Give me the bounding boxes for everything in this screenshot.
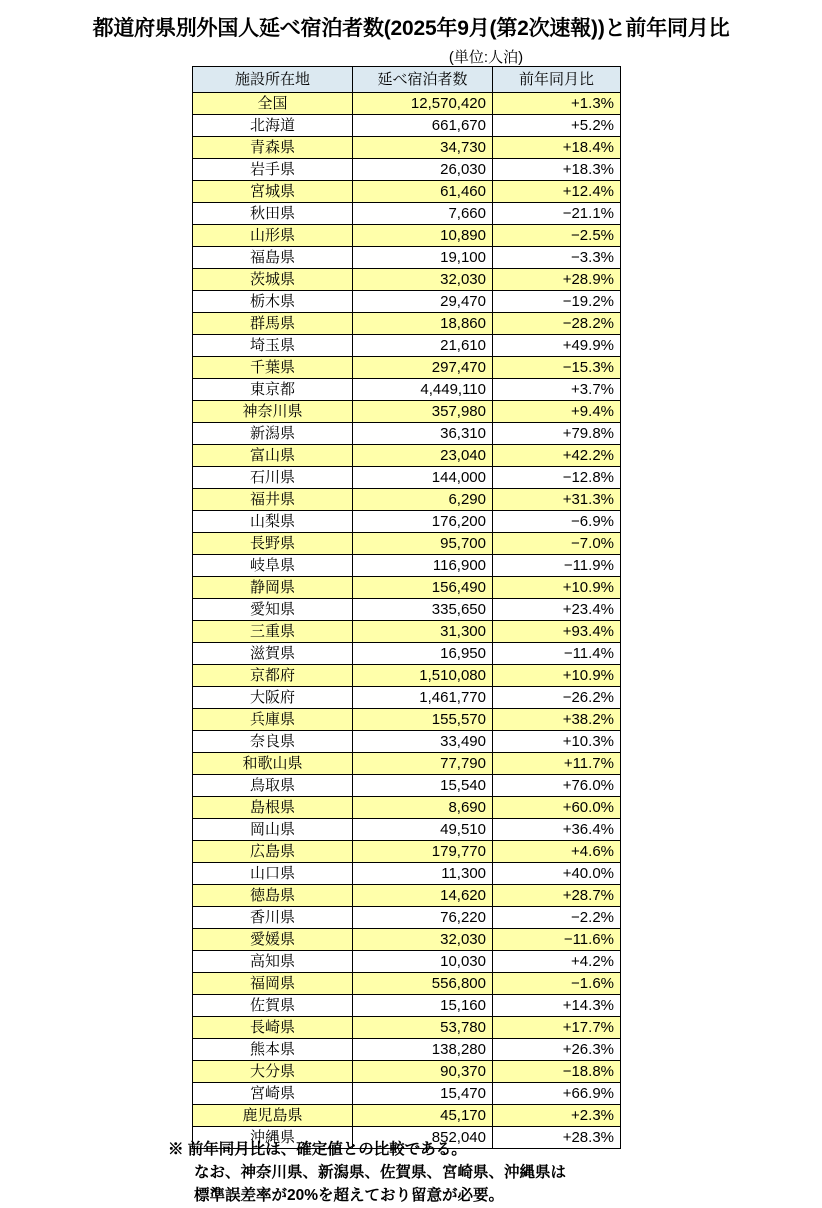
cell-yoy: +3.7% [493, 379, 621, 401]
cell-guest-nights: 23,040 [353, 445, 493, 467]
cell-yoy: +1.3% [493, 93, 621, 115]
cell-location: 山口県 [193, 863, 353, 885]
cell-location: 群馬県 [193, 313, 353, 335]
cell-location: 大阪府 [193, 687, 353, 709]
cell-yoy: +93.4% [493, 621, 621, 643]
cell-guest-nights: 138,280 [353, 1039, 493, 1061]
cell-yoy: −19.2% [493, 291, 621, 313]
table-row [193, 159, 621, 181]
cell-guest-nights: 15,160 [353, 995, 493, 1017]
cell-yoy: +4.6% [493, 841, 621, 863]
cell-yoy: +49.9% [493, 335, 621, 357]
cell-guest-nights: 61,460 [353, 181, 493, 203]
cell-yoy: +66.9% [493, 1083, 621, 1105]
table-row [193, 357, 621, 379]
cell-yoy: +12.4% [493, 181, 621, 203]
cell-guest-nights: 49,510 [353, 819, 493, 841]
cell-guest-nights: 19,100 [353, 247, 493, 269]
table-row [193, 225, 621, 247]
footnote-line-3: 標準誤差率が20%を超えており留意が必要。 [194, 1187, 505, 1204]
cell-yoy: −6.9% [493, 511, 621, 533]
cell-guest-nights: 335,650 [353, 599, 493, 621]
cell-yoy: +2.3% [493, 1105, 621, 1127]
table-row [193, 467, 621, 489]
table-row [193, 753, 621, 775]
cell-yoy: +26.3% [493, 1039, 621, 1061]
cell-guest-nights: 95,700 [353, 533, 493, 555]
table-row [193, 93, 621, 115]
cell-yoy: +28.9% [493, 269, 621, 291]
table-row [193, 401, 621, 423]
table-row [193, 951, 621, 973]
cell-guest-nights: 155,570 [353, 709, 493, 731]
cell-location: 福島県 [193, 247, 353, 269]
cell-yoy: −7.0% [493, 533, 621, 555]
cell-location: 東京都 [193, 379, 353, 401]
cell-location: 鹿児島県 [193, 1105, 353, 1127]
cell-guest-nights: 179,770 [353, 841, 493, 863]
cell-yoy: +76.0% [493, 775, 621, 797]
table-row [193, 929, 621, 951]
table-row [193, 489, 621, 511]
cell-guest-nights: 53,780 [353, 1017, 493, 1039]
table-row [193, 797, 621, 819]
unit-label [0, 46, 822, 67]
table-row [193, 599, 621, 621]
cell-location: 滋賀県 [193, 643, 353, 665]
cell-guest-nights: 90,370 [353, 1061, 493, 1083]
table-row [193, 313, 621, 335]
page-title: 都道府県別外国人延べ宿泊者数(2025年9月(第2次速報))と前年同月比 [92, 17, 730, 40]
cell-location: 島根県 [193, 797, 353, 819]
cell-guest-nights: 77,790 [353, 753, 493, 775]
cell-guest-nights: 7,660 [353, 203, 493, 225]
column-header-yoy: 前年同月比 [493, 67, 621, 93]
table-row [193, 863, 621, 885]
table-row [193, 291, 621, 313]
cell-guest-nights: 1,461,770 [353, 687, 493, 709]
table-row [193, 269, 621, 291]
column-header-guest-nights: 延べ宿泊者数 [353, 67, 493, 93]
table-row [193, 181, 621, 203]
cell-guest-nights: 10,030 [353, 951, 493, 973]
cell-location: 山形県 [193, 225, 353, 247]
cell-location: 福井県 [193, 489, 353, 511]
table-row [193, 335, 621, 357]
table-row [193, 709, 621, 731]
cell-yoy: −11.9% [493, 555, 621, 577]
cell-guest-nights: 31,300 [353, 621, 493, 643]
cell-guest-nights: 156,490 [353, 577, 493, 599]
cell-guest-nights: 357,980 [353, 401, 493, 423]
unit-text: (単位:人泊) [448, 49, 524, 66]
table-row [193, 1105, 621, 1127]
cell-yoy: +60.0% [493, 797, 621, 819]
cell-location: 秋田県 [193, 203, 353, 225]
cell-guest-nights: 18,860 [353, 313, 493, 335]
cell-guest-nights: 32,030 [353, 269, 493, 291]
cell-location: 宮城県 [193, 181, 353, 203]
table-row [193, 203, 621, 225]
cell-location: 三重県 [193, 621, 353, 643]
table-row [193, 885, 621, 907]
table-body [193, 93, 621, 1149]
cell-location: 長崎県 [193, 1017, 353, 1039]
cell-location: 栃木県 [193, 291, 353, 313]
cell-guest-nights: 26,030 [353, 159, 493, 181]
cell-yoy: −3.3% [493, 247, 621, 269]
table-row [193, 137, 621, 159]
cell-location: 徳島県 [193, 885, 353, 907]
cell-yoy: +18.3% [493, 159, 621, 181]
cell-guest-nights: 21,610 [353, 335, 493, 357]
table-row [193, 533, 621, 555]
cell-location: 広島県 [193, 841, 353, 863]
cell-yoy: +10.9% [493, 577, 621, 599]
cell-yoy: +36.4% [493, 819, 621, 841]
cell-location: 福岡県 [193, 973, 353, 995]
cell-yoy: +23.4% [493, 599, 621, 621]
cell-location: 岡山県 [193, 819, 353, 841]
cell-guest-nights: 6,290 [353, 489, 493, 511]
cell-yoy: −1.6% [493, 973, 621, 995]
cell-guest-nights: 14,620 [353, 885, 493, 907]
cell-location: 全国 [193, 93, 353, 115]
table-row [193, 841, 621, 863]
cell-yoy: −21.1% [493, 203, 621, 225]
table-row [193, 775, 621, 797]
cell-location: 大分県 [193, 1061, 353, 1083]
table-row [193, 621, 621, 643]
table-row [193, 379, 621, 401]
cell-yoy: +4.2% [493, 951, 621, 973]
cell-yoy: +18.4% [493, 137, 621, 159]
table-row [193, 1039, 621, 1061]
cell-yoy: −12.8% [493, 467, 621, 489]
footnote [168, 1138, 566, 1207]
cell-location: 岩手県 [193, 159, 353, 181]
cell-location: 佐賀県 [193, 995, 353, 1017]
column-header-location: 施設所在地 [193, 67, 353, 93]
cell-yoy: +79.8% [493, 423, 621, 445]
cell-guest-nights: 297,470 [353, 357, 493, 379]
cell-location: 長野県 [193, 533, 353, 555]
cell-yoy: −2.2% [493, 907, 621, 929]
cell-yoy: +14.3% [493, 995, 621, 1017]
cell-location: 北海道 [193, 115, 353, 137]
cell-guest-nights: 36,310 [353, 423, 493, 445]
cell-guest-nights: 29,470 [353, 291, 493, 313]
table-row [193, 115, 621, 137]
table-row [193, 1083, 621, 1105]
table-row [193, 731, 621, 753]
cell-guest-nights: 11,300 [353, 863, 493, 885]
cell-yoy: +17.7% [493, 1017, 621, 1039]
cell-yoy: +40.0% [493, 863, 621, 885]
cell-guest-nights: 116,900 [353, 555, 493, 577]
cell-location: 神奈川県 [193, 401, 353, 423]
cell-location: 石川県 [193, 467, 353, 489]
cell-location: 鳥取県 [193, 775, 353, 797]
cell-yoy: +9.4% [493, 401, 621, 423]
cell-guest-nights: 8,690 [353, 797, 493, 819]
cell-guest-nights: 16,950 [353, 643, 493, 665]
cell-guest-nights: 144,000 [353, 467, 493, 489]
cell-location: 茨城県 [193, 269, 353, 291]
cell-guest-nights: 45,170 [353, 1105, 493, 1127]
table-row [193, 555, 621, 577]
cell-location: 静岡県 [193, 577, 353, 599]
table-header-row [193, 67, 621, 93]
cell-location: 宮崎県 [193, 1083, 353, 1105]
cell-guest-nights: 33,490 [353, 731, 493, 753]
cell-yoy: +31.3% [493, 489, 621, 511]
cell-location: 高知県 [193, 951, 353, 973]
cell-yoy: −11.4% [493, 643, 621, 665]
table-row [193, 1061, 621, 1083]
cell-yoy: +28.3% [493, 1127, 621, 1149]
cell-location: 新潟県 [193, 423, 353, 445]
table-row [193, 995, 621, 1017]
table-row [193, 687, 621, 709]
cell-yoy: −2.5% [493, 225, 621, 247]
cell-yoy: +42.2% [493, 445, 621, 467]
cell-location: 青森県 [193, 137, 353, 159]
cell-guest-nights: 32,030 [353, 929, 493, 951]
cell-location: 岐阜県 [193, 555, 353, 577]
cell-guest-nights: 176,200 [353, 511, 493, 533]
table-row [193, 643, 621, 665]
cell-yoy: −11.6% [493, 929, 621, 951]
cell-guest-nights: 34,730 [353, 137, 493, 159]
table-row [193, 423, 621, 445]
cell-location: 京都府 [193, 665, 353, 687]
cell-guest-nights: 852,040 [353, 1127, 493, 1149]
cell-guest-nights: 1,510,080 [353, 665, 493, 687]
cell-yoy: +10.9% [493, 665, 621, 687]
cell-guest-nights: 12,570,420 [353, 93, 493, 115]
cell-guest-nights: 10,890 [353, 225, 493, 247]
cell-yoy: +28.7% [493, 885, 621, 907]
cell-guest-nights: 76,220 [353, 907, 493, 929]
cell-yoy: +38.2% [493, 709, 621, 731]
footnote-line-2: なお、神奈川県、新潟県、佐賀県、宮崎県、沖縄県は [194, 1164, 567, 1181]
cell-guest-nights: 4,449,110 [353, 379, 493, 401]
cell-yoy: +11.7% [493, 753, 621, 775]
cell-location: 富山県 [193, 445, 353, 467]
table-row [193, 665, 621, 687]
table-row [193, 907, 621, 929]
cell-location: 千葉県 [193, 357, 353, 379]
cell-guest-nights: 556,800 [353, 973, 493, 995]
cell-location: 愛媛県 [193, 929, 353, 951]
table-row [193, 819, 621, 841]
statistics-table [192, 66, 621, 1149]
cell-yoy: −18.8% [493, 1061, 621, 1083]
cell-yoy: +5.2% [493, 115, 621, 137]
cell-guest-nights: 15,470 [353, 1083, 493, 1105]
cell-location: 沖縄県 [193, 1127, 353, 1149]
cell-yoy: −26.2% [493, 687, 621, 709]
cell-location: 和歌山県 [193, 753, 353, 775]
cell-yoy: +10.3% [493, 731, 621, 753]
table-row [193, 247, 621, 269]
cell-location: 愛知県 [193, 599, 353, 621]
cell-location: 香川県 [193, 907, 353, 929]
cell-location: 兵庫県 [193, 709, 353, 731]
cell-location: 奈良県 [193, 731, 353, 753]
cell-guest-nights: 15,540 [353, 775, 493, 797]
table-row [193, 973, 621, 995]
cell-yoy: −28.2% [493, 313, 621, 335]
footnote-line-1: ※ 前年同月比は、確定値との比較である。 [168, 1141, 467, 1158]
table-row [193, 577, 621, 599]
cell-location: 山梨県 [193, 511, 353, 533]
cell-location: 熊本県 [193, 1039, 353, 1061]
cell-location: 埼玉県 [193, 335, 353, 357]
cell-yoy: −15.3% [493, 357, 621, 379]
cell-guest-nights: 661,670 [353, 115, 493, 137]
table-row [193, 445, 621, 467]
table-row [193, 511, 621, 533]
table-row [193, 1017, 621, 1039]
